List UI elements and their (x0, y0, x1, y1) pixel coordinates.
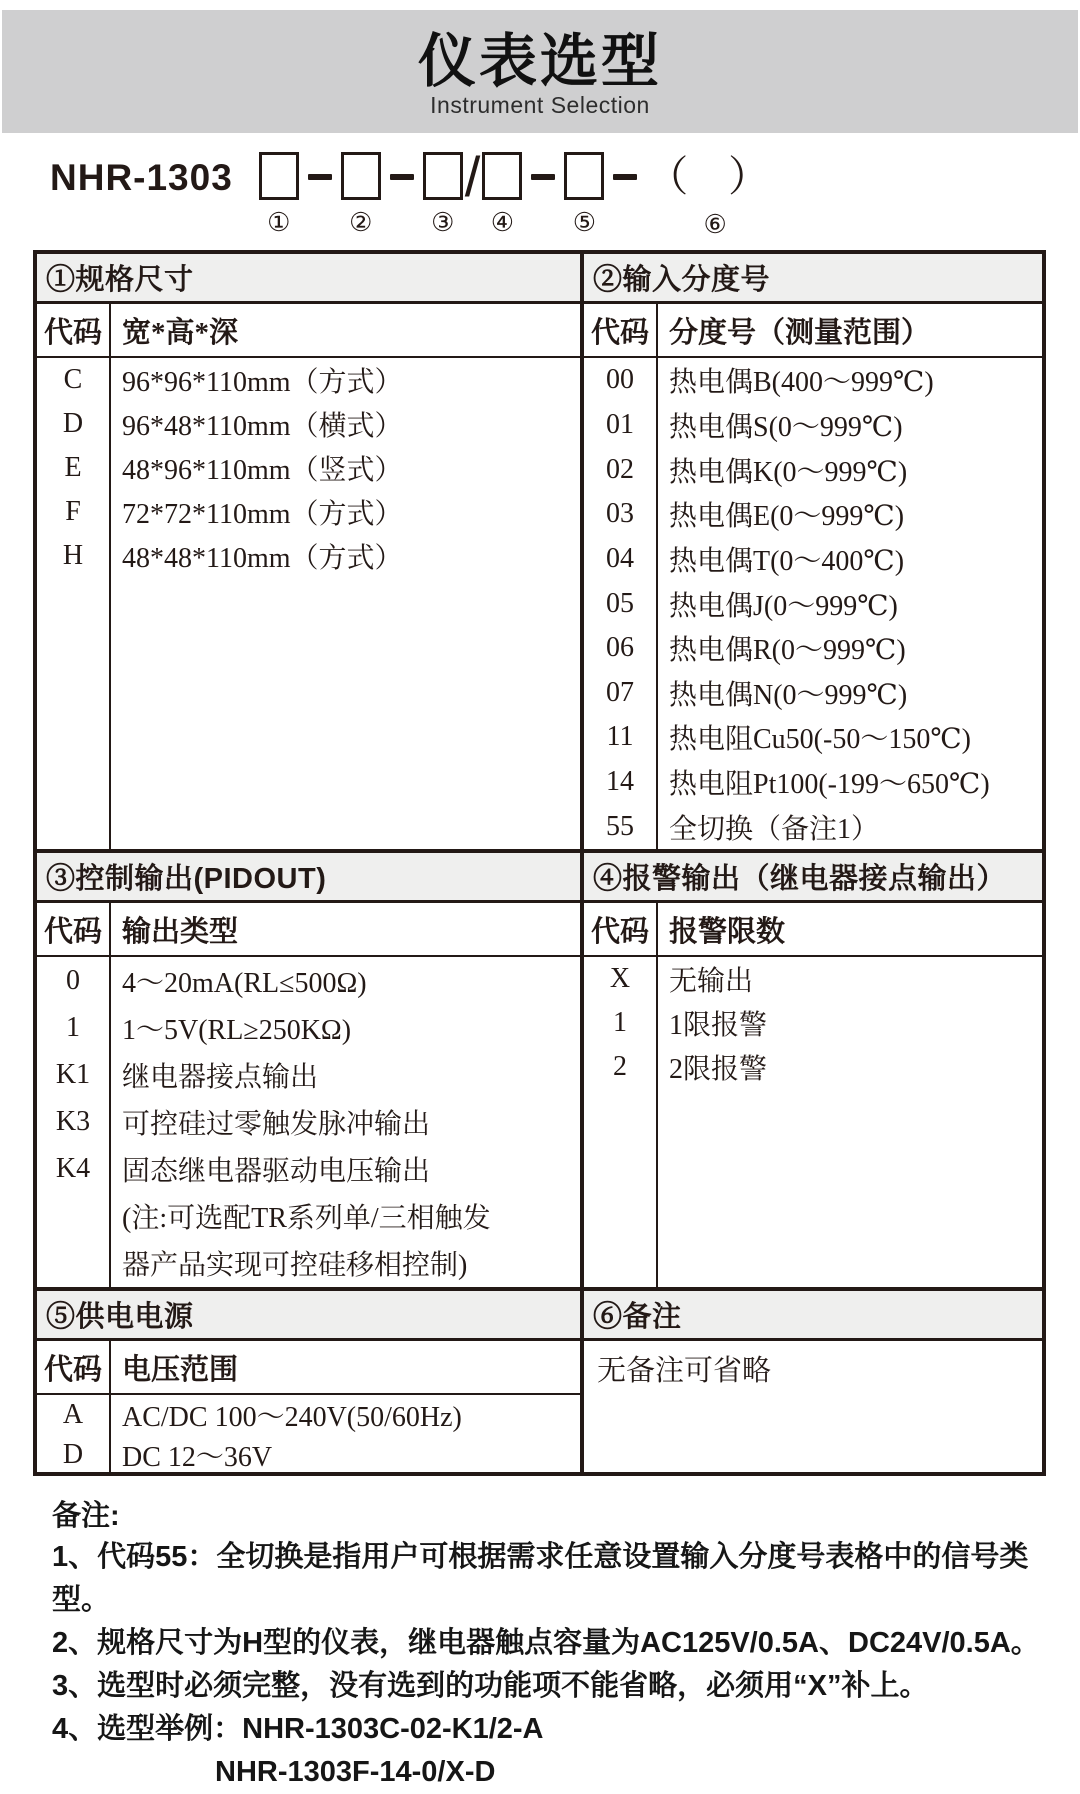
section-power-supply (37, 1287, 584, 1475)
dash-separator (613, 174, 637, 180)
row-desc: 2限报警 (669, 1054, 768, 1085)
table-row (584, 804, 1042, 849)
row-code: E (64, 452, 82, 483)
table-row (584, 1001, 1042, 1045)
row-code: 55 (606, 810, 634, 842)
footnote-item: 4、选型举例：NHR-1303C-02-K1/2-A (52, 1713, 544, 1745)
dash-separator (531, 174, 555, 180)
desc-column-header: 输出类型 (122, 915, 239, 948)
remark-text: 无备注可省略 (597, 1355, 772, 1387)
row-desc: 热电偶N(0～999℃) (669, 679, 908, 711)
section-remark (584, 1287, 1042, 1475)
row-code: X (609, 963, 631, 994)
table-row (584, 447, 1042, 492)
row-code: D (62, 408, 84, 439)
footnote-item: NHR-1303F-14-0/X-D (215, 1756, 496, 1788)
row-desc: 72*72*110mm（方式） (122, 499, 403, 530)
footnotes-title: 备注: (52, 1500, 120, 1532)
row-code: D (62, 1439, 84, 1470)
row-code: 01 (606, 408, 634, 440)
table-row (584, 358, 1042, 403)
table-header-row (37, 304, 580, 358)
table-row (584, 670, 1042, 715)
row-desc: 热电阻Cu50(-50～150℃) (669, 724, 971, 756)
table-row (37, 1395, 580, 1435)
model-slot-3 (423, 152, 463, 236)
row-desc: 48*96*110mm（竖式） (122, 455, 403, 486)
table-header-row (584, 304, 1042, 358)
table-row (584, 1045, 1042, 1089)
position-label-5: ⑤ (572, 207, 597, 237)
model-code-diagram (50, 145, 785, 239)
table-row (37, 1051, 580, 1098)
table-row (37, 490, 580, 534)
table-row (584, 581, 1042, 626)
section-6-title: ⑥备注 (584, 1291, 1042, 1341)
table-row (584, 492, 1042, 537)
code-column-header: 代码 (43, 1353, 102, 1386)
row-desc: 热电偶S(0～999℃) (669, 411, 903, 443)
row-desc: 可控硅过零触发脉冲输出 (122, 1108, 431, 1140)
desc-column-header: 分度号（测量范围） (669, 316, 931, 349)
row-code: K1 (55, 1058, 91, 1090)
row-code: F (65, 496, 81, 527)
section-5-title: ⑤供电电源 (37, 1291, 580, 1341)
row-desc: 热电偶E(0～999℃) (669, 501, 905, 533)
model-slot-2 (341, 152, 381, 236)
row-desc: (注:可选配TR系列单/三相触发 (122, 1203, 491, 1235)
row-code: 1 (66, 1011, 80, 1043)
table-row (37, 446, 580, 490)
row-desc: 继电器接点输出 (122, 1061, 319, 1093)
row-code: 11 (606, 721, 634, 753)
footnotes (52, 1496, 1052, 1794)
row-desc: 96*48*110mm（横式） (122, 411, 403, 442)
table-row (37, 1435, 580, 1475)
row-code: K3 (55, 1105, 91, 1137)
row-code: H (62, 540, 84, 571)
footnote-item: 1、代码55：全切换是指用户可根据需求任意设置输入分度号表格中的信号类型。 (52, 1541, 1029, 1616)
row-code: 06 (606, 632, 634, 664)
table-row (584, 760, 1042, 805)
row-desc: 无输出 (669, 966, 754, 997)
position-label-2: ② (349, 207, 373, 237)
model-slot-1 (259, 152, 299, 236)
row-code: 02 (606, 453, 634, 485)
row-desc: 热电偶T(0～400℃) (669, 545, 905, 577)
row-desc: 全切换（备注1） (669, 813, 880, 845)
row-code: C (63, 364, 83, 395)
row-desc: 48*48*110mm（方式） (122, 543, 403, 574)
position-label-1: ① (267, 207, 291, 237)
code-column-header: 代码 (43, 316, 102, 349)
slash-separator: / (464, 145, 481, 208)
table-row (37, 1098, 580, 1145)
footnote-item: 2、规格尺寸为H型的仪表，继电器触点容量为AC125V/0.5A、DC24V/0.5A。 (52, 1627, 1040, 1659)
section-4-title: ④报警输出（继电器接点输出） (584, 853, 1042, 903)
code-column-header: 代码 (590, 316, 649, 349)
model-prefix: NHR-1303 (50, 157, 233, 198)
table-row (584, 403, 1042, 448)
table-header-row (37, 903, 580, 957)
row-desc: 热电偶J(0～999℃) (669, 590, 898, 622)
selection-table (33, 250, 1046, 1476)
model-box-2 (341, 152, 381, 200)
row-code: 03 (606, 498, 634, 530)
section-input-range (584, 254, 1042, 849)
position-label-4: ④ (490, 207, 515, 237)
page-subtitle: Instrument Selection (430, 92, 650, 118)
desc-column-header: 宽*高*深 (122, 316, 239, 349)
row-desc: 1～5V(RL≥250KΩ) (122, 1014, 352, 1046)
table-row (37, 1004, 580, 1051)
row-code: 04 (606, 542, 634, 574)
table-row (584, 957, 1042, 1001)
table-header-row (37, 1341, 580, 1395)
model-slot-5 (564, 152, 604, 236)
page-title: 仪表选型 (417, 29, 662, 94)
dash-separator (390, 174, 414, 180)
table-row (37, 534, 580, 578)
model-box-1 (259, 152, 299, 200)
row-code: K4 (55, 1153, 91, 1185)
position-label-3: ③ (431, 207, 455, 237)
section-control-output (37, 849, 584, 1287)
model-slot-6 (646, 152, 784, 238)
section-1-title: ①规格尺寸 (37, 254, 580, 304)
row-code: A (62, 1399, 84, 1430)
table-row (37, 957, 580, 1004)
row-desc: 热电阻Pt100(-199～650℃) (669, 769, 990, 801)
table-row (37, 1146, 580, 1193)
model-slot-4 (482, 152, 522, 236)
table-row (584, 715, 1042, 760)
row-desc: 热电偶K(0～999℃) (669, 456, 908, 488)
section-2-title: ②输入分度号 (584, 254, 1042, 304)
model-box-3 (423, 152, 463, 200)
desc-column-header: 报警限数 (669, 915, 786, 948)
table-row (584, 537, 1042, 582)
table-row (37, 402, 580, 446)
row-desc: 96*96*110mm（方式） (122, 367, 403, 398)
row-code: 1 (613, 1007, 627, 1038)
row-desc: DC 12～36V (122, 1442, 273, 1473)
footnote-item: 3、选型时必须完整，没有选到的功能项不能省略，必须用“X”补上。 (52, 1670, 929, 1702)
section-3-title: ③控制输出(PIDOUT) (37, 853, 580, 903)
title-banner (2, 10, 1078, 133)
row-desc: 器产品实现可控硅移相控制) (122, 1250, 468, 1282)
row-code: 14 (606, 766, 634, 798)
table-row-note (37, 1193, 580, 1240)
row-code: 0 (66, 964, 80, 996)
code-column-header: 代码 (43, 915, 102, 948)
section-spec-size (37, 254, 584, 849)
position-label-6: ⑥ (703, 209, 727, 239)
section-alarm-output (584, 849, 1042, 1287)
row-desc: 4～20mA(RL≤500Ω) (122, 967, 367, 999)
row-desc: 热电偶R(0～999℃) (669, 635, 906, 667)
table-row-note (37, 1240, 580, 1287)
row-desc: 1限报警 (669, 1010, 768, 1041)
desc-column-header: 电压范围 (122, 1353, 239, 1386)
parens-blank: （ ） (646, 153, 785, 200)
table-row (37, 358, 580, 402)
row-code: 07 (606, 676, 634, 708)
model-box-4 (482, 152, 522, 200)
row-code: 05 (606, 587, 634, 619)
table-header-row (584, 903, 1042, 957)
row-desc: AC/DC 100～240V(50/60Hz) (122, 1402, 462, 1433)
row-code: 2 (613, 1051, 627, 1082)
code-column-header: 代码 (590, 915, 649, 948)
row-code: 00 (606, 364, 634, 396)
row-desc: 固态继电器驱动电压输出 (122, 1156, 431, 1188)
dash-separator (308, 174, 332, 180)
row-desc: 热电偶B(400～999℃) (669, 367, 934, 399)
table-row (584, 626, 1042, 671)
model-box-5 (564, 152, 604, 200)
